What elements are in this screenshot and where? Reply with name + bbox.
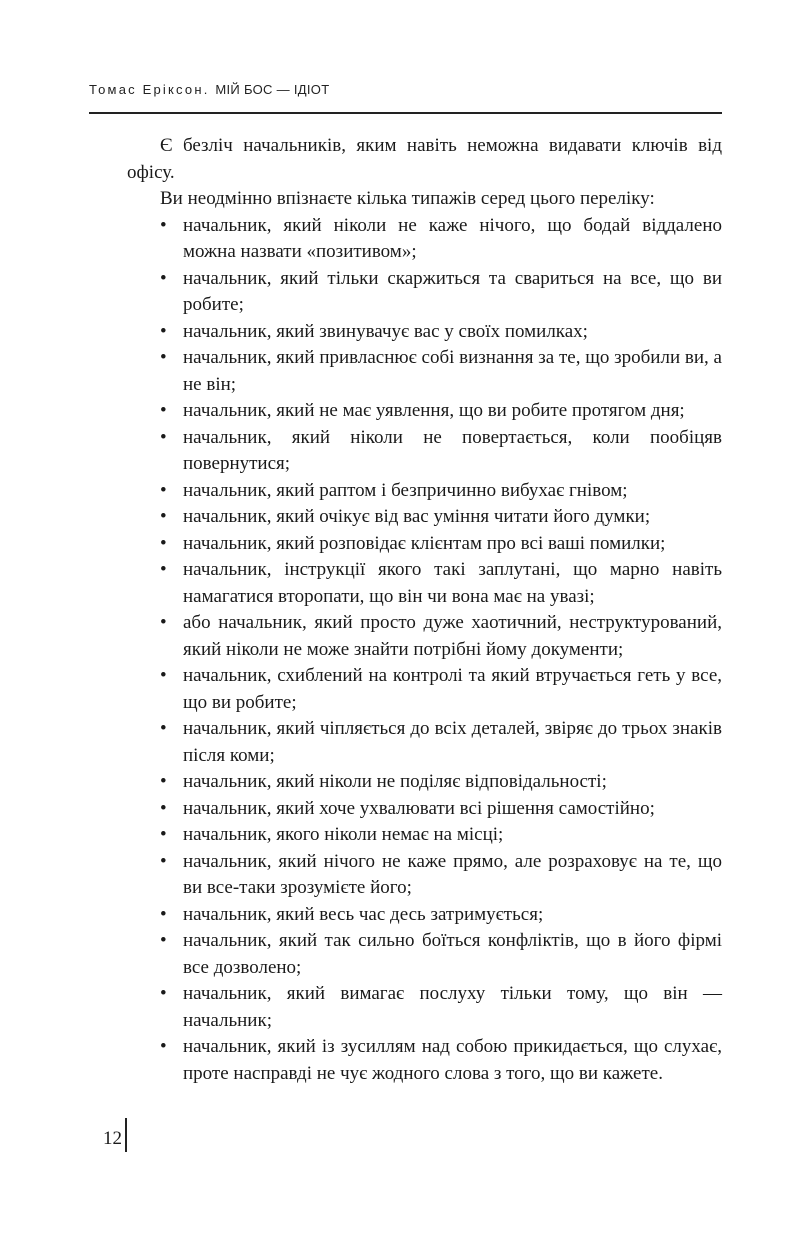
bullet-icon: • [160, 771, 167, 792]
list-item-text: начальник, який очікує від вас уміння читати його думки; [183, 506, 651, 527]
running-head-author: Томас Еріксон. [89, 82, 210, 97]
list-item [127, 478, 722, 505]
list-item [127, 981, 722, 1034]
bullet-icon: • [160, 850, 167, 872]
list-item-text: начальник, який тільки скаржиться та свариться на все, що ви робите; [183, 267, 722, 315]
running-head-title: МІЙ БОС — ІДІОТ [215, 82, 330, 97]
bullet-icon: • [160, 320, 167, 342]
bullet-icon: • [160, 797, 167, 819]
list-item-text: начальник, який ніколи не поділяє відповідальності; [183, 771, 607, 792]
list-item-text: начальник, який чіпляється до всіх деталей, звіряє до трьох знаків після коми; [183, 718, 722, 766]
list-item [127, 928, 722, 981]
bullet-icon: • [160, 347, 167, 368]
boss-types-list [127, 213, 722, 1088]
bullet-icon: • [160, 532, 167, 554]
list-item [127, 849, 722, 902]
bullet-icon: • [160, 214, 167, 236]
list-item-text: начальник, схиблений на контролі та який втручається геть у все, що ви робите; [183, 665, 722, 713]
paragraph-lead-in: Ви неодмінно впізнаєте кілька типажів серед цього переліку: [160, 188, 655, 209]
bullet-icon: • [160, 718, 167, 739]
list-item-text: начальник, який ніколи не каже нічого, що бодай віддалено можна назвати «позитивом»; [183, 214, 722, 262]
list-item-text: начальник, який вимагає послуху тільки тому, що він — начальник; [183, 983, 722, 1031]
list-item [127, 398, 722, 425]
list-item [127, 796, 722, 823]
list-item [127, 266, 722, 319]
bullet-icon: • [160, 479, 167, 501]
list-item-text: або начальник, який просто дуже хаотичний, неструктурований, який ніколи не може знайти потрібні йому документи; [183, 612, 722, 660]
bullet-icon: • [160, 267, 167, 289]
page-number: 12 [103, 1128, 122, 1149]
bullet-icon: • [160, 559, 167, 580]
list-item-text: начальник, який так сильно боїться конфліктів, що в його фірмі все дозволено; [183, 930, 722, 978]
list-item-text: начальник, який не має уявлення, що ви робите протягом дня; [183, 400, 685, 421]
bullet-icon: • [160, 400, 167, 421]
list-item-text: начальник, якого ніколи немає на місці; [183, 824, 504, 845]
list-item-text: начальник, який ніколи не повертається, коли пообіцяв повернутися; [183, 426, 722, 474]
page-footer [89, 1118, 127, 1152]
list-item-text: начальник, інструкції якого такі заплутані, що марно навіть намагатися второпати, що він чи вона має на увазі; [183, 559, 722, 607]
list-item-text: начальник, який нічого не каже прямо, але розраховує на те, що ви все-таки зрозумієте його; [183, 850, 722, 898]
list-item [127, 1034, 722, 1087]
bullet-icon: • [160, 824, 167, 845]
list-item [127, 531, 722, 558]
bullet-icon: • [160, 1036, 167, 1057]
list-item-text: начальник, який хоче ухвалювати всі рішення самостійно; [183, 797, 655, 819]
list-item [127, 716, 722, 769]
list-item-text: начальник, який привласнює собі визнання за те, що зробили ви, а не він; [183, 347, 722, 395]
list-item-text: начальник, який звинувачує вас у своїх помилках; [183, 320, 588, 342]
list-item-text: начальник, який розповідає клієнтам про всі ваші помилки; [183, 532, 666, 554]
list-item [127, 504, 722, 531]
running-head [89, 82, 329, 97]
bullet-icon: • [160, 665, 167, 686]
list-item-text: начальник, який із зусиллям над собою прикидається, що слухає, проте насправді не чує жодного слова з того, що ви кажете. [183, 1036, 722, 1084]
bullet-icon: • [160, 426, 167, 448]
paragraph-intro: Є безліч начальників, яким навіть неможна видавати ключів від офісу. [127, 135, 722, 183]
list-item [127, 213, 722, 266]
list-item [127, 557, 722, 610]
list-item [127, 345, 722, 398]
bullet-icon: • [160, 612, 167, 633]
list-item [127, 769, 722, 796]
list-item [127, 425, 722, 478]
list-item-text: начальник, який раптом і безпричинно вибухає гнівом; [183, 479, 628, 501]
bullet-icon: • [160, 506, 167, 527]
folio-rule [125, 1118, 127, 1152]
bullet-icon: • [160, 903, 167, 925]
body-text [127, 133, 722, 1087]
list-item [127, 610, 722, 663]
list-item-text: начальник, який весь час десь затримується; [183, 903, 544, 925]
bullet-icon: • [160, 930, 167, 951]
header-rule [89, 112, 722, 114]
bullet-icon: • [160, 983, 167, 1004]
list-item [127, 902, 722, 929]
list-item [127, 663, 722, 716]
list-item [127, 822, 722, 849]
list-item [127, 319, 722, 346]
